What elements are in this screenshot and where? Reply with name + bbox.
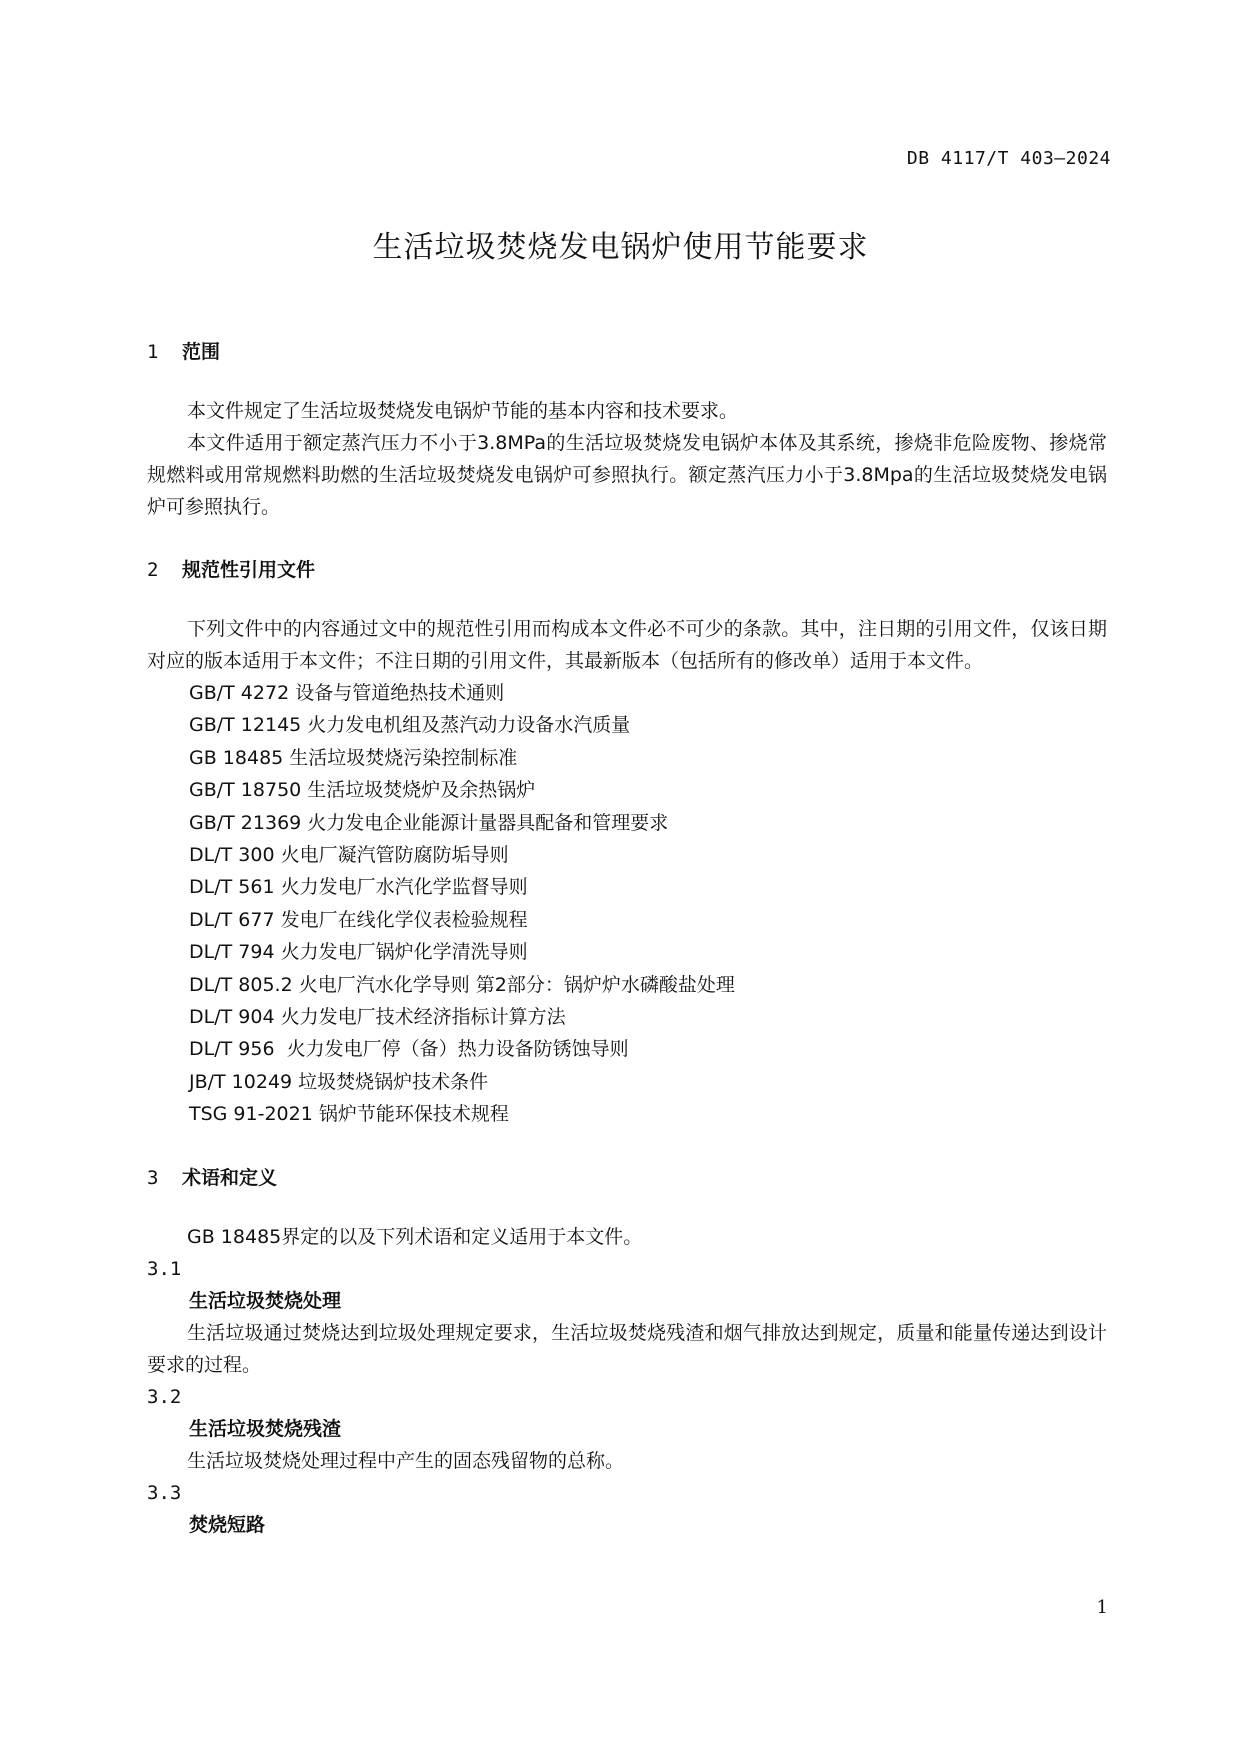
reference-item: DL/T 561 火力发电厂水汽化学监督导则 [189, 876, 528, 899]
document-code: DB 4117/T 403—2024 [906, 148, 1111, 169]
term-entry [147, 1477, 1107, 1541]
document-body [147, 335, 1107, 1541]
reference-list [147, 677, 1107, 1131]
section-number: 2 [147, 559, 159, 581]
paragraph: 本文件适用于额定蒸汽压力不小于3.8MPa的生活垃圾焚烧发电锅炉本体及其系统，掺烧非危险废物、掺烧常规燃料或用常规燃料助燃的生活垃圾焚烧发电锅炉可参照执行。额定蒸汽压力小于3.8Mpa的生活垃圾焚烧发电锅炉可参照执行。 [147, 432, 1107, 518]
reference-item: DL/T 805.2 火电厂汽水化学导则 第2部分：锅炉炉水磷酸盐处理 [189, 973, 735, 996]
reference-item: DL/T 300 火电厂凝汽管防腐防垢导则 [189, 844, 509, 867]
reference-item: DL/T 677 发电厂在线化学仪表检验规程 [189, 908, 528, 931]
reference-item: GB/T 21369 火力发电企业能源计量器具配备和管理要求 [189, 811, 669, 834]
reference-item: DL/T 956 火力发电厂停（备）热力设备防锈蚀导则 [189, 1038, 629, 1061]
term-definition: 生活垃圾通过焚烧达到垃圾处理规定要求，生活垃圾焚烧残渣和烟气排放达到规定，质量和能量传递达到设计要求的过程。 [147, 1321, 1107, 1376]
paragraph: GB 18485界定的以及下列术语和定义适用于本文件。 [187, 1225, 643, 1248]
term-definition: 生活垃圾焚烧处理过程中产生的固态残留物的总称。 [187, 1449, 625, 1472]
section-heading-terms-and-definitions [147, 1161, 1107, 1195]
reference-item: GB/T 18750 生活垃圾焚烧炉及余热锅炉 [189, 779, 536, 802]
page-number: 1 [1096, 1597, 1108, 1618]
reference-item: GB/T 12145 火力发电机组及蒸汽动力设备水汽质量 [189, 714, 631, 737]
term-number: 3.1 [147, 1257, 182, 1280]
section-heading-scope [147, 335, 1107, 369]
term-name: 焚烧短路 [189, 1513, 266, 1536]
term-entry [147, 1381, 1107, 1477]
term-number: 3.2 [147, 1385, 182, 1408]
section-title: 规范性引用文件 [182, 559, 316, 581]
term-entry [147, 1253, 1107, 1381]
reference-item: GB 18485 生活垃圾焚烧污染控制标准 [189, 746, 518, 769]
section-title: 术语和定义 [182, 1166, 278, 1189]
term-name: 生活垃圾焚烧处理 [189, 1289, 342, 1312]
paragraph: 本文件规定了生活垃圾焚烧发电锅炉节能的基本内容和技术要求。 [187, 400, 739, 422]
section-number: 1 [147, 341, 159, 363]
term-name: 生活垃圾焚烧残渣 [189, 1417, 342, 1440]
section-heading-normative-references [147, 553, 1107, 587]
reference-item: TSG 91-2021 锅炉节能环保技术规程 [189, 1103, 509, 1126]
reference-item: GB/T 4272 设备与管道绝热技术通则 [189, 682, 505, 704]
reference-item: DL/T 904 火力发电厂技术经济指标计算方法 [189, 1006, 566, 1029]
section-title: 范围 [182, 341, 221, 363]
paragraph: 下列文件中的内容通过文中的规范性引用而构成本文件必不可少的条款。其中，注日期的引用文件，仅该日期对应的版本适用于本文件；不注日期的引用文件，其最新版本（包括所有的修改单）适用于本文件。 [147, 618, 1107, 672]
page-title: 生活垃圾焚烧发电锅炉使用节能要求 [372, 230, 869, 265]
section-number: 3 [147, 1166, 159, 1189]
term-number: 3.3 [147, 1481, 182, 1504]
reference-item: JB/T 10249 垃圾焚烧锅炉技术条件 [189, 1070, 489, 1093]
reference-item: DL/T 794 火力发电厂锅炉化学清洗导则 [189, 941, 528, 964]
